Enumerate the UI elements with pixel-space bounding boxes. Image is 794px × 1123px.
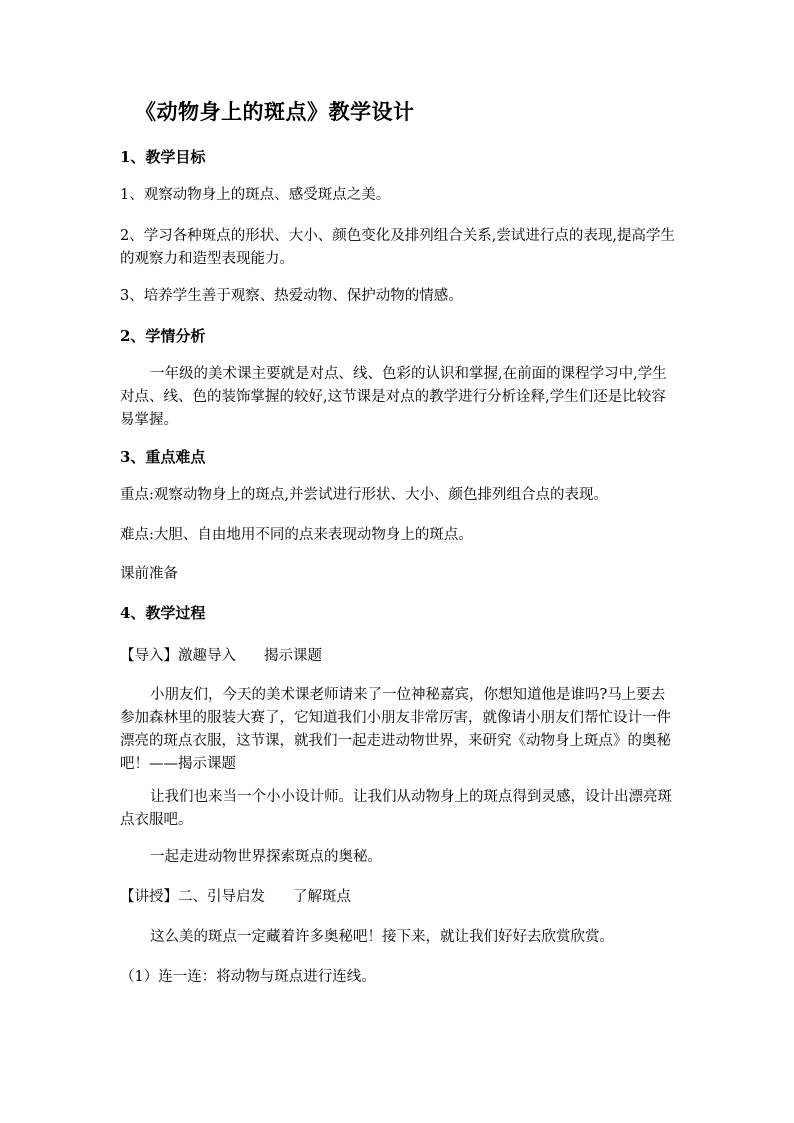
lecture-label: 【讲授】二、引导启发 [120, 889, 265, 905]
objective-item-2: 2、学习各种斑点的形状、大小、颜色变化及排列组合关系,尝试进行点的表现,提高学生的观察力和造型表现能力。 [120, 228, 675, 267]
objective-item-1: 1、观察动物身上的斑点、感受斑点之美。 [120, 187, 391, 203]
intro-subtitle: 揭示课题 [264, 648, 322, 664]
lecture-subtitle: 了解斑点 [293, 889, 351, 905]
section-heading-objectives: 1、教学目标 [120, 148, 206, 166]
objective-item-3: 3、培养学生善于观察、热爱动物、保护动物的情感。 [120, 288, 463, 304]
lecture-item-1: （1）连一连：将动物与斑点进行连线。 [120, 969, 376, 985]
intro-paragraph-2: 让我们也来当一个小小设计师。让我们从动物身上的斑点得到灵感，设计出漂亮斑点衣服吧。 [120, 789, 672, 828]
section-heading-key-points: 3、重点难点 [120, 448, 206, 466]
analysis-paragraph: 一年级的美术课主要就是对点、线、色彩的认识和掌握,在前面的课程学习中,学生对点、线、色的装饰掌握的较好,这节课是对点的教学进行分析诠释,学生们还是比较容易掌握。 [120, 366, 667, 428]
document-title: 《动物身上的斑点》教学设计 [135, 99, 415, 124]
intro-label: 【导入】激趣导入 [120, 648, 236, 664]
lecture-paragraph-1: 这么美的斑点一定藏着许多奥秘吧！接下来，就让我们好好去欣赏欣赏。 [150, 929, 614, 945]
section-heading-analysis: 2、学情分析 [120, 327, 206, 345]
difficulty-text: 难点:大胆、自由地用不同的点来表现动物身上的斑点。 [120, 527, 473, 543]
key-point-text: 重点:观察动物身上的斑点,并尝试进行形状、大小、颜色排列组合点的表现。 [120, 487, 608, 503]
intro-line [120, 645, 676, 668]
preparation-text: 课前准备 [120, 566, 178, 582]
lecture-line [120, 886, 676, 909]
intro-paragraph-3: 一起走进动物世界探索斑点的奥秘。 [150, 849, 382, 865]
intro-paragraph-1: 小朋友们，今天的美术课老师请来了一位神秘嘉宾，你想知道他是谁吗?马上要去参加森林里的服装大赛了，它知道我们小朋友非常厉害，就像请小朋友们帮忙设计一件漂亮的斑点衣服，这节课，就我们一起走进动物世界，来研究《动物身上斑点》的奥秘吧！——揭示课题 [120, 687, 671, 772]
section-heading-process: 4、教学过程 [120, 604, 206, 622]
